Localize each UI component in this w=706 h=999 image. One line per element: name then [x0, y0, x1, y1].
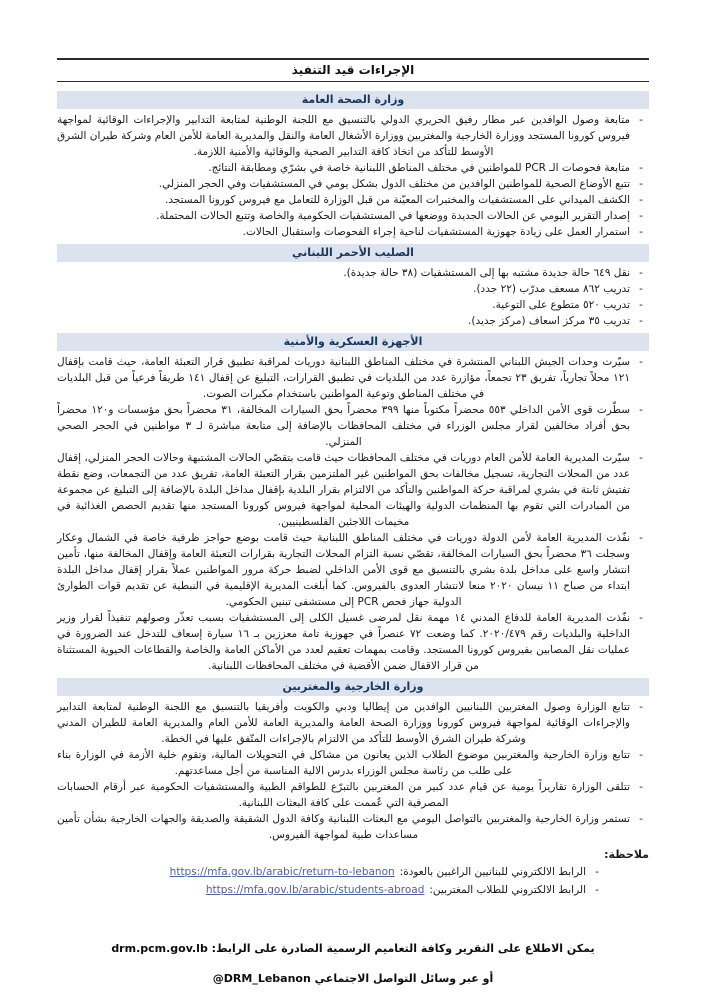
- bullet-item: [57, 530, 647, 610]
- bullet-dash: -: [595, 884, 599, 896]
- bullet-text: تتلقى الوزارة تقاريراً يومية عن قيام عدد كبير من المغتربين بالتبرّع للطواقم الطبية والمستشفيات الحكومية عبر أرقام الحسابات المصرفية التي عُممت على كافة البعثات اللبنانية.: [57, 781, 630, 809]
- bullet-item: [57, 281, 647, 297]
- footer-report-link: drm.pcm.gov.lb: [111, 942, 208, 955]
- note-item: [57, 863, 649, 881]
- bullet-item: [57, 450, 647, 530]
- footer-line2-text: أو عبر وسائل التواصل الاجتماعي: [314, 972, 494, 985]
- page-title: الإجراءات قيد التنفيذ: [291, 63, 415, 77]
- bullet-item: [57, 402, 647, 450]
- bullet-text: تدريب ٨٦٢ مسعف مدرّب (٢٢ جدد).: [473, 283, 630, 295]
- bullet-dash: -: [639, 162, 643, 174]
- note-link[interactable]: https://mfa.gov.lb/arabic/students-abroad: [205, 884, 425, 896]
- bullet-dash: -: [639, 452, 643, 464]
- note-item: [57, 881, 649, 899]
- bullet-dash: -: [639, 612, 643, 624]
- bullet-item: [57, 747, 647, 779]
- footer-line-2: [57, 971, 649, 987]
- bullet-item: [57, 354, 647, 402]
- section: [57, 333, 649, 675]
- bullet-dash: -: [639, 749, 643, 761]
- bullet-dash: -: [639, 178, 643, 190]
- bullet-text: استمرار العمل على زيادة جهوزية المستشفيات لناحية إجراء الفحوصات واستقبال الحالات.: [242, 226, 630, 238]
- bullet-text: إصدار التقرير اليومي عن الحالات الجديدة ووضعها في المستشفيات الحكومية والخاصة وتتبع الحالات المحتملة.: [156, 210, 630, 222]
- bullet-dash: -: [639, 283, 643, 295]
- section: [57, 91, 649, 241]
- bullet-item: [57, 224, 647, 240]
- bullet-text: نفّذت المديرية العامة للدفاع المدني ١٤ مهمة نقل لمرضى غسيل الكلى إلى المستشفيات بسبب تعذّر وصولهم تنفيذاً لقرار وزير الداخلية والبلديات رقم ٢٠٢٠/٤٧٩. كما وضعت ٧٢ عنصراً في جهوزية تامة معززين بـ ١٦ سيارة إسعاف للتدخل عند الضرورة في عمليات نقل المصابين بفيروس كورونا المستجد. وقامت بمهمات تعقيم لعدد من الأماكن العامة والخاصة والقطاعات الحيوية المستثناة من قرار الاقفال ضمن الأقضية في مختلف المحافظات اللبنانية.: [57, 612, 631, 672]
- section-header: الصليب الأحمر اللبناني: [57, 244, 649, 262]
- note-link[interactable]: https://mfa.gov.lb/arabic/return-to-lebanon: [169, 866, 395, 878]
- section-bullets: [57, 111, 649, 241]
- section: [57, 244, 649, 330]
- bullet-text: نقل ٦٤٩ حالة جديدة مشتبه بها إلى المستشفيات (٣٨ حالة جديدة).: [343, 267, 630, 279]
- bullet-text: متابعة وصول الوافدين عبر مطار رفيق الحريري الدولي بالتنسيق مع اللجنة الوطنية لمتابعة التدابير والإجراءات الوقائية لمواجهة فيروس كورونا المستجد ووزارة الخارجية والمغتربين ووزارة الأشغال العامة والنقل والمديرية العامة للأمن العام وشركة طيران الشرق الأوسط للتأكد من اتخاذ كافة التدابير الصحية والوقائية والأمنية اللازمة.: [57, 114, 630, 158]
- note-items: [57, 863, 649, 899]
- section-header: وزارة الخارجية والمغتربين: [57, 678, 649, 696]
- bullet-item: [57, 699, 647, 747]
- bullet-dash: -: [639, 813, 643, 825]
- bullet-dash: -: [639, 532, 643, 544]
- bullet-text: متابعة فحوصات الـ PCR للمواطنين في مختلف المناطق اللبنانية خاصة في بشرّي ومطابقة النتائج.: [208, 162, 630, 174]
- bullet-dash: -: [639, 194, 643, 206]
- bullet-item: [57, 811, 647, 843]
- bullet-dash: -: [639, 781, 643, 793]
- bullet-dash: -: [639, 210, 643, 222]
- bullet-text: تستمر وزارة الخارجية والمغتربين بالتواصل اليومي مع البعثات اللبنانية وكافة الدول الشقيقة والصديقة والجهات الخارجية بشأن تأمين مساعدات طبية لمواجهة الفيروس.: [57, 813, 630, 841]
- section-bullets: [57, 698, 649, 844]
- bullet-item: [57, 112, 647, 160]
- bullet-item: [57, 313, 647, 329]
- bullet-dash: -: [639, 267, 643, 279]
- note-item-text: الرابط الالكتروني للبنانيين الراغبين بالعودة:: [399, 866, 586, 878]
- bullet-dash: -: [639, 114, 643, 126]
- bullet-text: تدريب ٥٢٠ متطوع على التوعية.: [492, 299, 630, 311]
- footer-line1-text: يمكن الاطلاع على التقرير وكافة التعاميم الرسمية الصادرة على الرابط:: [211, 942, 595, 955]
- bullet-item: [57, 208, 647, 224]
- footer-line-1: [57, 941, 649, 957]
- social-handle: @DRM_Lebanon: [212, 972, 311, 985]
- footer: [57, 941, 649, 987]
- bullet-item: [57, 265, 647, 281]
- bullet-dash: -: [639, 404, 643, 416]
- bullet-text: نفّذت المديرية العامة لأمن الدولة دوريات في مختلف المناطق اللبنانية حيث قامت بوضع حواجز ظرفية خاصة في الشمال وعكار وسجلت ٣٦ محضراً بحق السيارات المخالفة، تقصّي نسبة التزام المحلات التجارية بقرارات التعبئة العامة وإقفال المخالفة منها، تأمين انتشار واسع على مداخل بلدة بشري بالتنسيق مع قوى الأمن الداخلي لضبط حركة مرور المواطنين عملاً بقرار إقفال مداخل البلدة ابتداء من صباح ١١ نيسان ٢٠٢٠ منعا لانتشار العدوى بالفيروس. كما أبلغت المديرية الإقليمية في النبطية عن تقديم قوات الطوارئ الدولية جهاز فحص PCR إلى مستشفى تبنين الحكومي.: [57, 532, 631, 608]
- bullet-dash: -: [639, 315, 643, 327]
- bullet-item: [57, 160, 647, 176]
- bullet-text: تتبع الأوضاع الصحية للمواطنين الوافدين من مختلف الدول بشكل يومي في المستشفيات وفي الحجر المنزلي.: [158, 178, 630, 190]
- section-header: الأجهزة العسكرية والأمنية: [57, 333, 649, 351]
- bullet-text: تتابع الوزارة وصول المغتربين اللبنانيين الوافدين من إيطاليا ودبي والكويت وأفريقيا بالتنسيق مع اللجنة الوطنية لمتابعة التدابير والإجراءات الوقائية لمواجهة فيروس كورونا ووزارة الصحة العامة والمديرية العامة للأمن العام والمديرية العامة للطيران المدني وشركة طيران الشرق الأوسط للتأكد من الالتزام بالإجراءات المتّفق عليها في الخطة.: [57, 701, 630, 745]
- note-item-text: الرابط الالكتروني للطلاب المغتربين:: [429, 884, 586, 896]
- bullet-text: سيّرت وحدات الجيش اللبناني المنتشرة في مختلف المناطق اللبنانية دوريات لمراقبة تطبيق قرار التعبئة العامة، حيث قامت بإقفال ١٢١ محلاً تجارياً، تفريق ٢٣ تجمعاً، مؤازرة عدد من البلديات في تطبيق القرارات، التبليغ عن إقفال ١٤١ طريقاً فرعياً من قبل البلديات في مختلف المناطق وتوعية المواطنين باستخدام مكبرات الصوت.: [57, 356, 630, 400]
- bullet-item: [57, 192, 647, 208]
- bullet-item: [57, 297, 647, 313]
- bullet-text: تتابع وزارة الخارجية والمغتربين موضوع الطلاب الذين يعانون من مشاكل في التحويلات المالية، وتقوم خلية الأزمة في الوزارة بناء على طلب من رئاسة مجلس الوزراء بدرس الالية المناسبة من أجل مساعدتهم.: [57, 749, 630, 777]
- section-header: وزارة الصحة العامة: [57, 91, 649, 109]
- bullet-item: [57, 779, 647, 811]
- bullet-dash: -: [595, 866, 599, 878]
- title-block: [57, 58, 649, 82]
- section: [57, 678, 649, 844]
- section-bullets: [57, 353, 649, 675]
- bullet-dash: -: [639, 226, 643, 238]
- note-label: ملاحظة:: [604, 848, 649, 861]
- bullet-dash: -: [639, 701, 643, 713]
- bullet-dash: -: [639, 299, 643, 311]
- bullet-item: [57, 176, 647, 192]
- bullet-text: الكشف الميداني على المستشفيات والمختبرات المعيّنة من قبل الوزارة للتعامل مع فيروس كورونا المستجد.: [165, 194, 630, 206]
- sections: [57, 91, 649, 844]
- section-bullets: [57, 264, 649, 330]
- bullet-dash: -: [639, 356, 643, 368]
- bullet-text: تدريب ٣٥ مركز اسعاف (مركز جديد).: [468, 315, 630, 327]
- bullet-text: سطّرت قوى الأمن الداخلي ٥٥٣ محضراً مكتوباً منها ٣٩٩ محضراً بحق السيارات المخالفة، ٣١ محضراً بحق مؤسسات و١٢٠ محضراً بحق أفراد مخالفين لقرار مجلس الوزراء في مختلف المحافظات بالإضافة إلى متابعة مباشرة لـ ٣ مواطنين في الحجر الصحي المنزلي.: [57, 404, 631, 448]
- note-section: [57, 846, 649, 899]
- bullet-item: [57, 610, 647, 674]
- bullet-text: سيّرت المديرية العامة للأمن العام دوريات في مختلف المحافظات حيث قامت بتقصّي الحالات المشتبهة وحالات الحجر المنزلي، إقفال عدد من المحلات التجارية، تسجيل مخالفات بحق المواطنين غير الملتزمين بقرار التعبئة العامة، تفريق عدد من التجمعات، وضع نقطة تفتيش ثابتة في بشري لمراقبة حركة المواطنين والتأكد من الالتزام بقرار البلدية بإقفال مداخل البلدة بالإضافة إلى التبليغ عن مجموعة من المبادرات التي تقوم بها المنظمات الدولية والهيئات المحلية لمواجهة فيروس كورونا المستجد منها تقديم الحصص الغذائية في مخيمات اللاجئين الفلسطينيين.: [57, 452, 630, 528]
